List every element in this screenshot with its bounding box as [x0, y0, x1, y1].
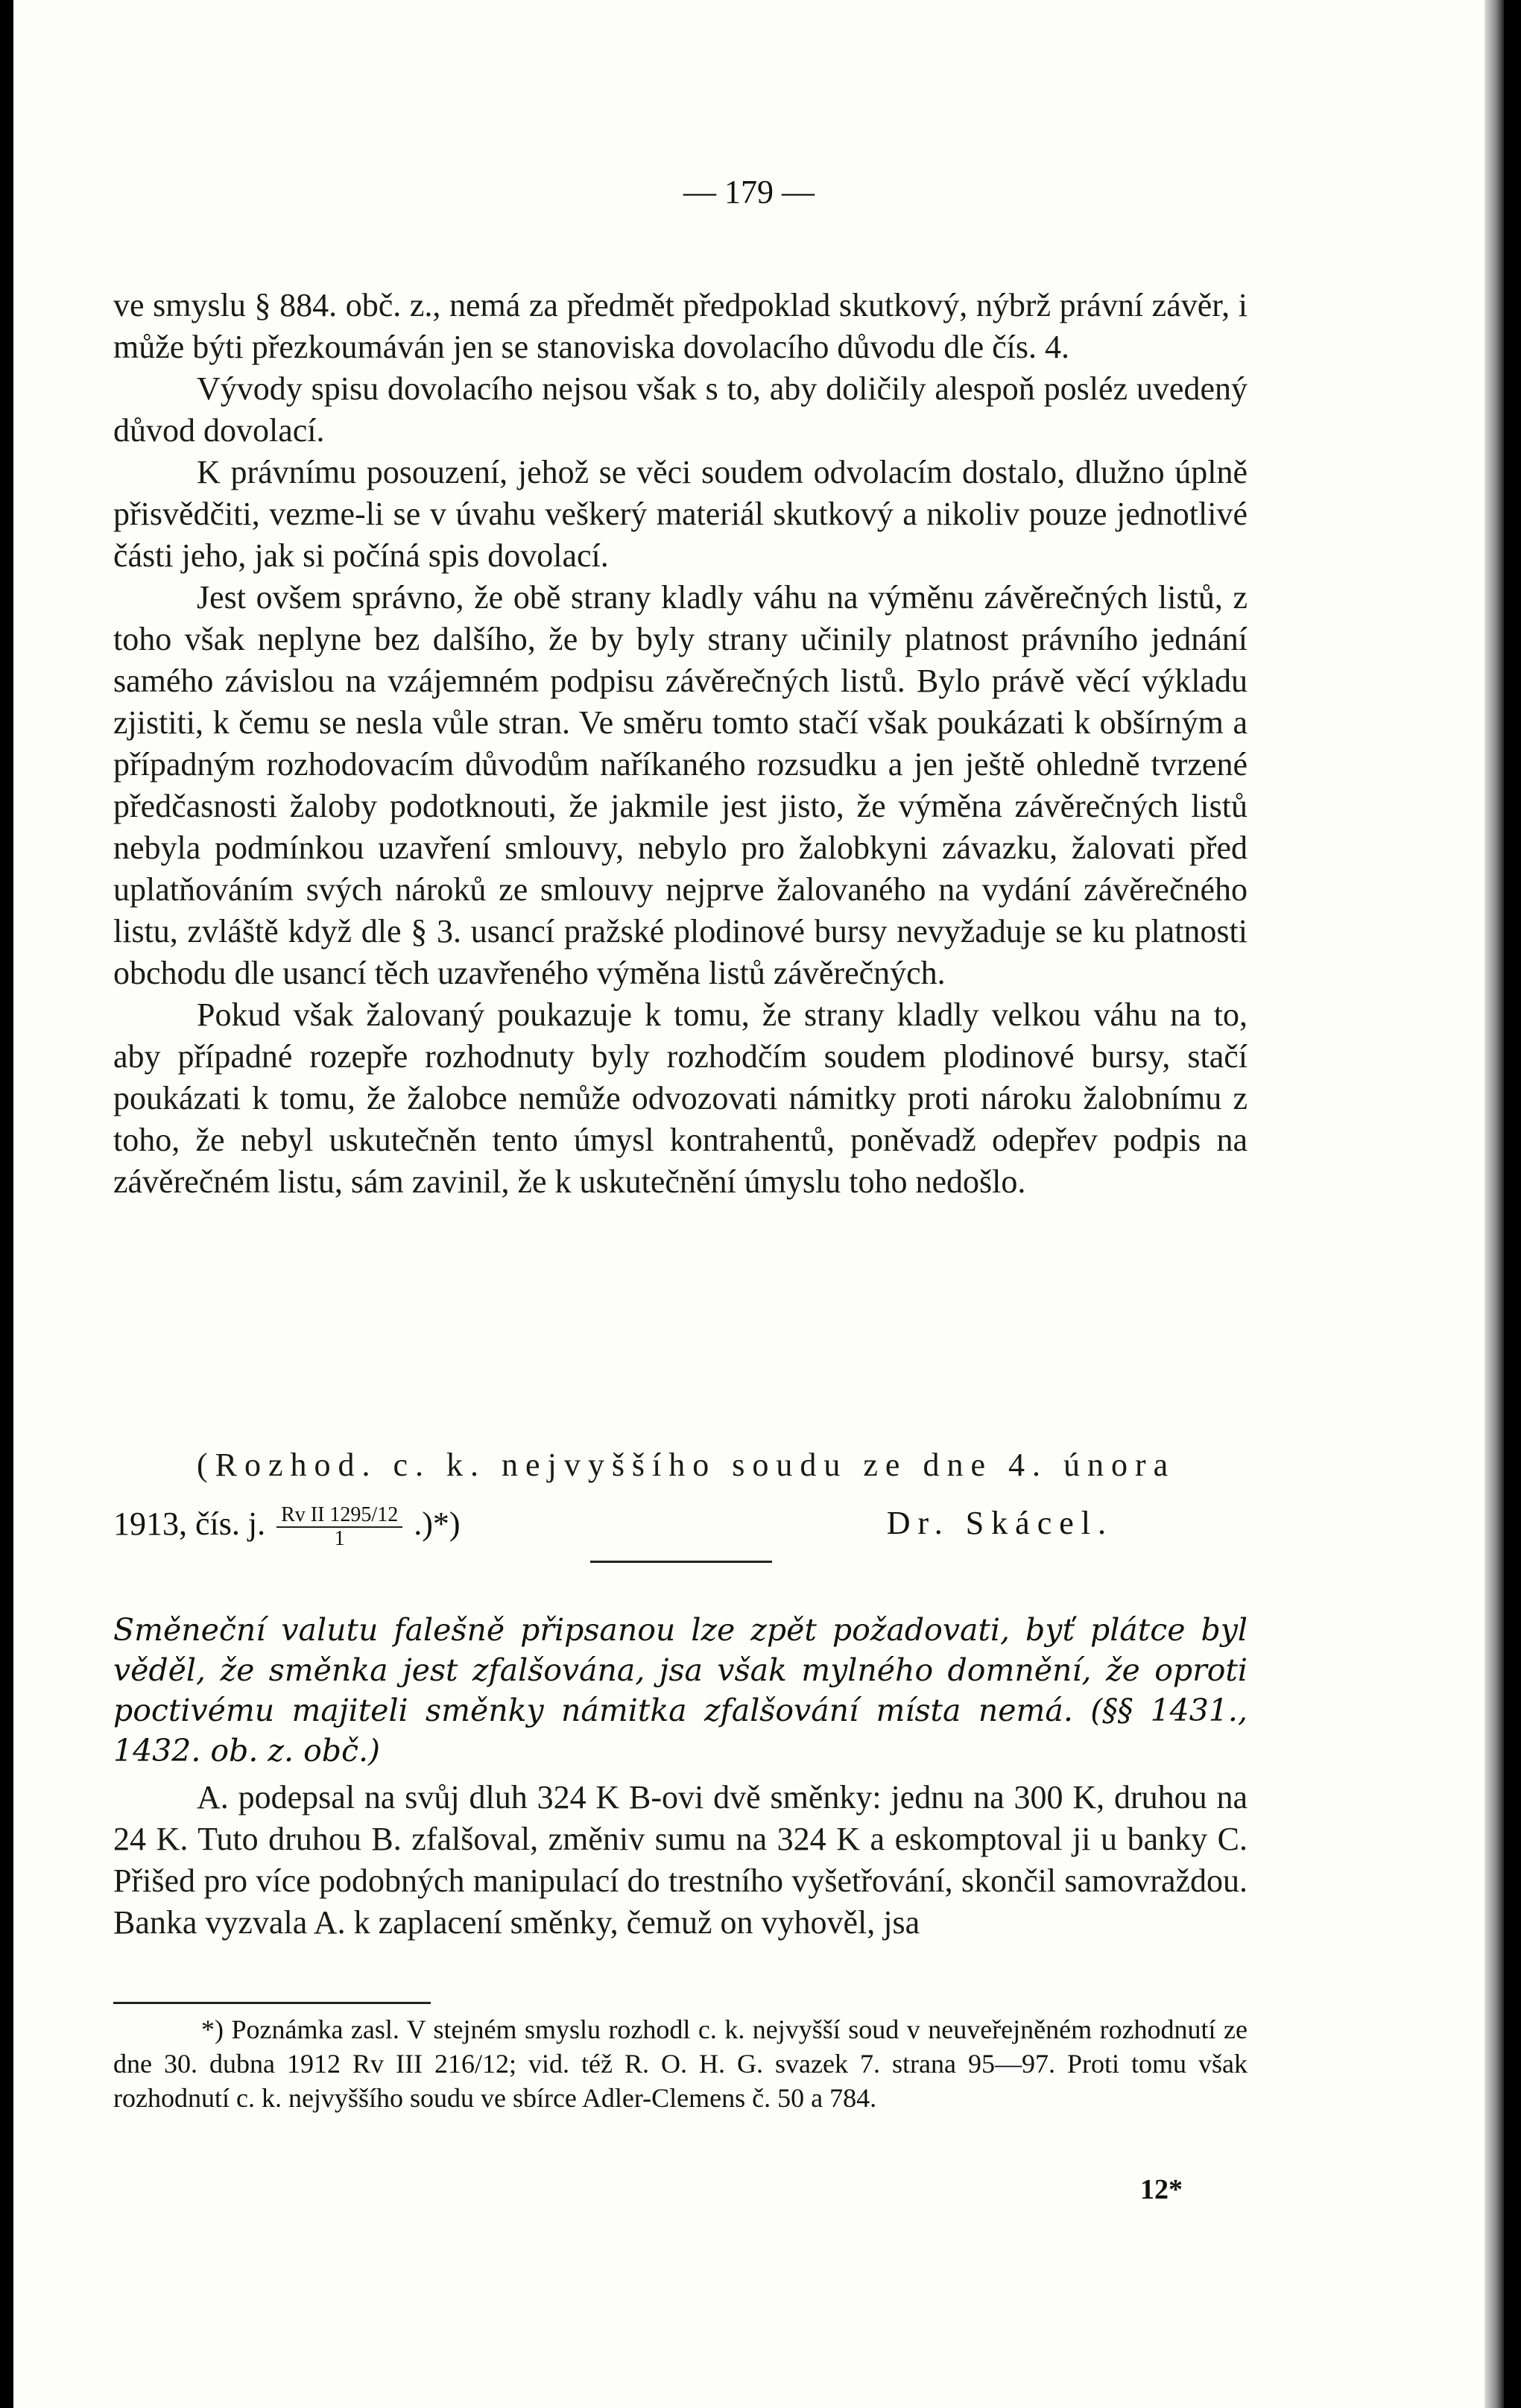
judge-name: Dr. Skácel. — [886, 1505, 1113, 1541]
decision-ref-year: 1913, čís. j. — [113, 1505, 266, 1543]
paragraph: Pokud však žalovaný poukazuje k tomu, že strany kladly velkou váhu na to, aby případné rozepře rozhodnuty byly rozhodčím soudem plodinové bursy, stačí poukázati k tomu, že žalobce nemůže odvozovati námitky proti nároku žalobnímu z toho, že nebyl uskutečněn tento úmysl kontrahentů, poněvadž odepřev podpis na závěrečném listu, sám zavinil, že k uskutečnění úmyslu toho nedošlo. — [113, 996, 1248, 1200]
section-divider — [590, 1561, 772, 1563]
signature-mark: 12* — [1140, 2174, 1183, 2205]
footnote-rule — [113, 2002, 431, 2004]
footnote — [113, 2012, 1248, 2115]
page-edge-shadow — [1484, 0, 1504, 2408]
paragraph: ve smyslu § 884. obč. z., nemá za předmět předpoklad skutkový, nýbrž právní závěr, i může býti přezkoumáván jen se stanoviska dovolacího důvodu dle čís. 4. — [113, 287, 1248, 365]
decision-ref-line: (Rozhod. c. k. nejvyššího soudu ze dne 4. února — [197, 1447, 1176, 1483]
headnote: Směneční valutu falešně připsanou lze zpět požadovati, byť plátce byl věděl, že směnka jest zfalšována, jsa však mylného domnění, že oproti poctivému majiteli směnky námitka zfalšování místa nemá. (§§ 1431., 1432. ob. z. obč.) — [113, 1612, 1248, 1769]
decision-ref-row — [113, 1504, 1248, 1552]
page-number-header: — 179 — — [683, 174, 815, 210]
decision-ref-suffix: .)*) — [414, 1505, 461, 1543]
case-number-fraction — [276, 1504, 402, 1550]
case-number-denominator: 1 — [334, 1527, 345, 1550]
case-text — [113, 1777, 1248, 1944]
decision-reference — [113, 1444, 1248, 1486]
paragraph: Jest ovšem správno, že obě strany kladly váhu na výměnu závěrečných listů, z toho však neplyne bez dalšího, že by byly strany učinily platnost právního jednání samého závislou na vzájemném podpisu závěrečných listů. Bylo právě věcí výkladu zjistiti, k čemu se nesla vůle stran. Ve směru tomto stačí však poukázati k obšírným a případným rozhodovacím důvodům naříkaného rozsudku a jen ještě ohledně tvrzené předčasnosti žaloby podotknouti, že jakmile jest jisto, že výměna závěrečných listů nebyla podmínkou uzavření smlouvy, nebylo pro žalobkyni závazku, žalovati před uplatňováním svých nároků ze smlouvy nejprve žalovaného na vydání závěrečného listu, zvláště když dle § 3. usancí pražské plodinové bursy nevyžaduje se ku platnosti obchodu dle usancí těch uzavřeného výměna listů závěrečných. — [113, 579, 1248, 991]
paragraph: Vývody spisu dovolacího nejsou však s to, aby doličily alespoň posléz uvedený důvod dovolací. — [113, 370, 1248, 449]
footnote-text: *) Poznámka zasl. V stejném smyslu rozhodl c. k. nejvyšší soud v neuveřejněném rozhodnutí ze dne 30. dubna 1912 Rv III 216/12; vid. též R. O. H. G. svazek 7. strana 95—97. Proti tomu však rozhodnutí c. k. nejvyššího soudu ve sbírce Adler-Clemens č. 50 a 784. — [113, 2014, 1248, 2113]
paragraph: K právnímu posouzení, jehož se věci soudem odvolacím dostalo, dlužno úplně přisvědčiti, vezme-li se v úvahu veškerý materiál skutkový a nikoliv pouze jednotlivé části jeho, jak si počíná spis dovolací. — [113, 454, 1248, 574]
paragraph: A. podepsal na svůj dluh 324 K B-ovi dvě směnky: jednu na 300 K, druhou na 24 K. Tuto druhou B. zfalšoval, změniv sumu na 324 K a eskomptoval ji u banky C. Přišed pro více podobných manipulací do trestního vyšetřování, skončil samovraždou. Banka vyzvala A. k zaplacení směnky, čemuž on vyhověl, jsa — [113, 1779, 1248, 1941]
case-number: Rv II 1295/12 — [276, 1504, 402, 1528]
body-text — [113, 285, 1248, 1203]
